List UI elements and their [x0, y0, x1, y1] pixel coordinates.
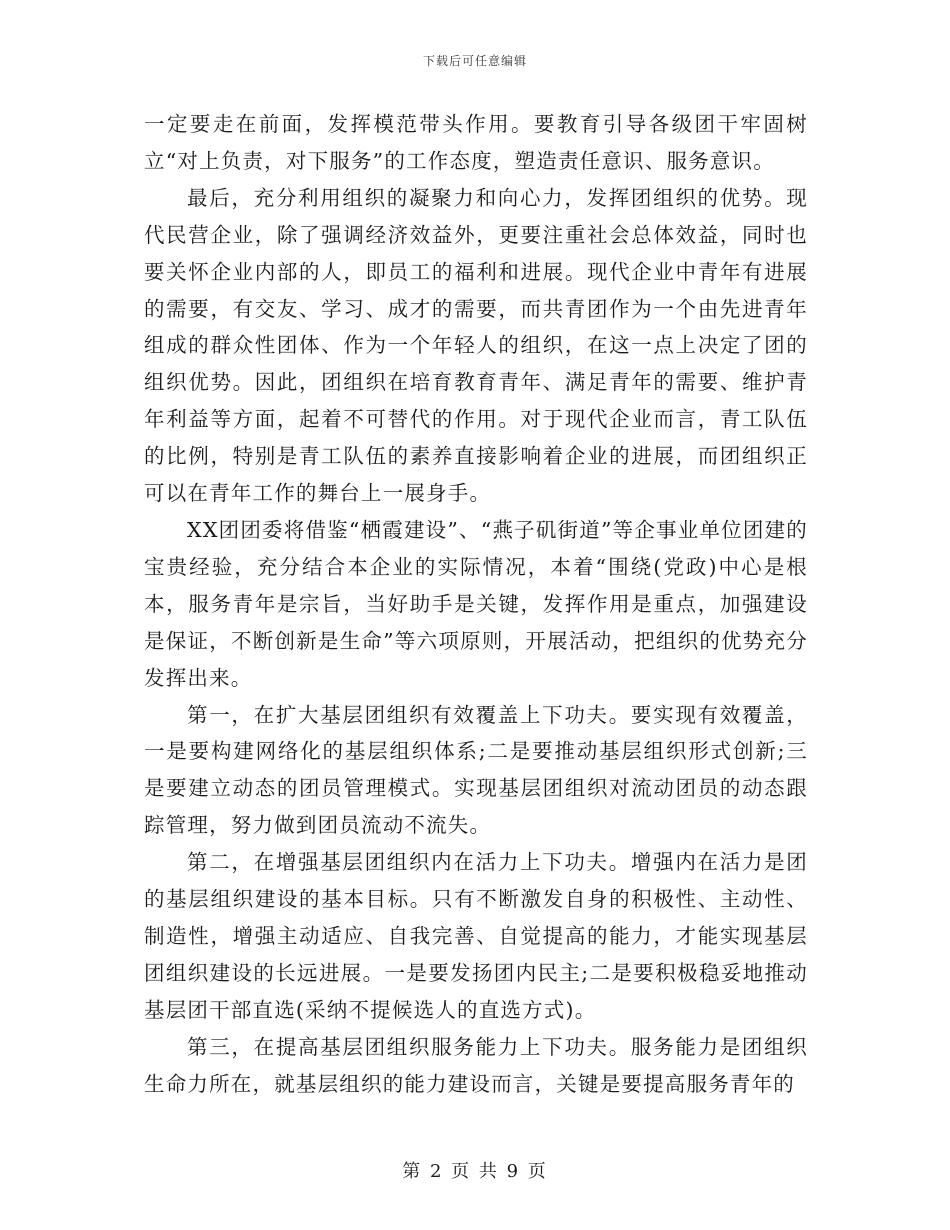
paragraph-4: 第一，在扩大基层团组织有效覆盖上下功夫。要实现有效覆盖，一是要构建网络化的基层组织体系;二是要推动基层组织形式创新;三是要建立动态的团员管理模式。实现基层团组织对流动团员的动态跟踪管理，努力做到团员流动不流失。: [144, 702, 808, 838]
body-text: [144, 106, 808, 1102]
paragraph-1: 一定要走在前面，发挥模范带头作用。要教育引导各级团干牢固树立“对上负责，对下服务”的工作态度，塑造责任意识、服务意识。: [144, 112, 808, 173]
paragraph-5: 第二，在增强基层团组织内在活力上下功夫。增强内在活力是团的基层组织建设的基本目标。只有不断激发自身的积极性、主动性、制造性，增强主动适应、自我完善、自觉提高的能力，才能实现基层团组织建设的长远进展。一是要发扬团内民主;二是要积极稳妥地推动基层团干部直选(采纳不提候选人的直选方式)。: [144, 850, 808, 1022]
page-footer: 第 2 页 共 9 页: [402, 1161, 548, 1182]
page-header: 下载后可任意编辑: [422, 54, 527, 68]
paragraph-6: 第三，在提高基层团组织服务能力上下功夫。服务能力是团组织生命力所在，就基层组织的能力建设而言，关键是要提高服务青年的: [144, 1034, 808, 1096]
paragraph-2: 最后，充分利用组织的凝聚力和向心力，发挥团组织的优势。现代民营企业，除了强调经济效益外，更要注重社会总体效益，同时也要关怀企业内部的人，即员工的福利和进展。现代企业中青年有进展的需要，有交友、学习、成才的需要，而共青团作为一个由先进青年组成的群众性团体、作为一个年轻人的组织，在这一点上决定了团的组织优势。因此，团组织在培育教育青年、满足青年的需要、维护青年利益等方面，起着不可替代的作用。对于现代企业而言，青工队伍的比例，特别是青工队伍的素养直接影响着企业的进展，而团组织正可以在青年工作的舞台上一展身手。: [144, 185, 808, 506]
paragraph-3: XX团团委将借鉴“栖霞建设”、“燕子矶街道”等企事业单位团建的宝贵经验，充分结合本企业的实际情况，本着“围绕(党政)中心是根本，服务青年是宗旨，当好助手是关键，发挥作用是重点，加强建设是保证，不断创新是生命”等六项原则，开展活动，把组织的优势充分发挥出来。: [144, 517, 808, 690]
